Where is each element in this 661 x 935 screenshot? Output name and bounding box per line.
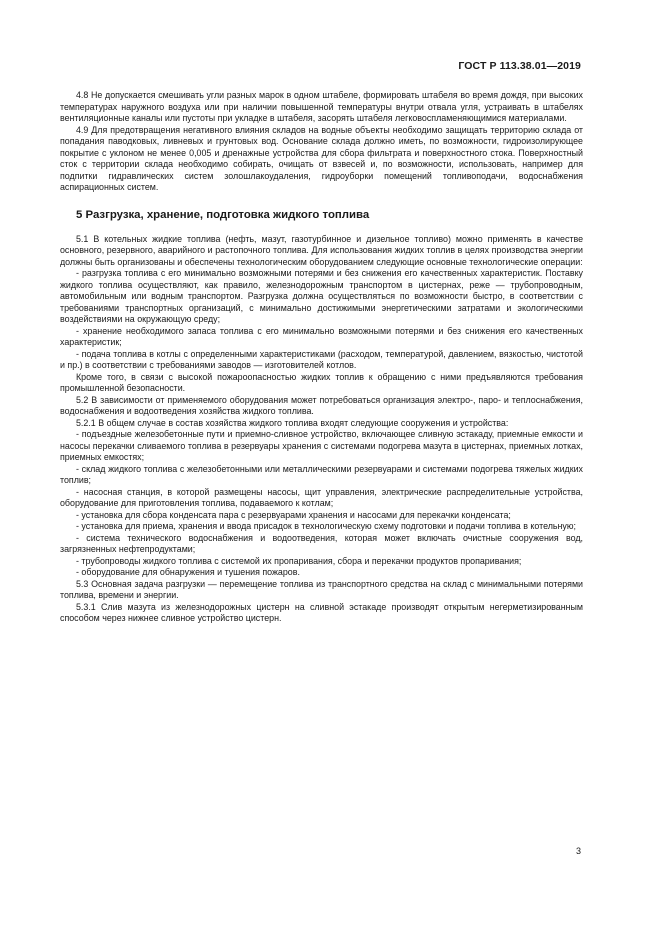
list-item-water-system: - система технического водоснабжения и водоотведения, которая может включать очистные сооружения вод, загрязненных нефтепродуктами; [60, 532, 583, 554]
list-item-storage: - хранение необходимого запаса топлива с его минимально возможными потерями и без снижения его качественных характеристик; [60, 325, 583, 347]
document-number: ГОСТ Р 113.38.01—2019 [458, 60, 581, 72]
paragraph-5-2-1: 5.2.1 В общем случае в состав хозяйства жидкого топлива входят следующие сооружения и устройства: [76, 417, 509, 428]
paragraph-5-3-1: 5.3.1 Слив мазута из железнодорожных цистерн на сливной эстакаде производят открытым негерметизированным способом через нижнее сливное устройство цистерн. [60, 601, 583, 623]
list-item-condensate: - установка для сбора конденсата пара с резервуарами хранения и насосами для перекачки конденсата; [76, 509, 511, 520]
paragraph-5-3: 5.3 Основная задача разгрузки — перемещение топлива из транспортного средства на склад с минимальными потерями топлива, времени и энергии. [60, 578, 583, 600]
section-heading: 5 Разгрузка, хранение, подготовка жидкого топлива [76, 208, 370, 221]
paragraph-4-8: 4.8 Не допускается смешивать угли разных марок в одном штабеле, формировать штабеля во время дождя, при высоких температурах наружного воздуха или при наличии повышенной температуры внутри отвала угля, устраивать в штабелях вентиляционные каналы или пустоты при укладке в штабеля, засорять штабеля легковоспламеняющимися материалами. [60, 90, 583, 123]
list-item-pump-station: - насосная станция, в которой размещены насосы, щит управления, электрические распределительные устройства, оборудование для приготовления топлива, подаваемого к котлам; [60, 486, 583, 508]
paragraph-5-2: 5.2 В зависимости от применяемого оборудования может потребоваться организация электро-, паро- и теплоснабжения, водоснабжения и водоотведения хозяйства жидкого топлива. [60, 394, 583, 416]
list-item-additives: - установка для приема, хранения и ввода присадок в технологическую схему подготовки и подачи топлива в котельную; [76, 521, 576, 531]
page-number: 3 [575, 846, 581, 856]
list-item-unloading: - разгрузка топлива с его минимально возможными потерями и без снижения его качественных характеристик. Поставку жидкого топлива осуществляют, как правило, железнодорожным транспортом в цистернах, реже — трубопроводным, автомобильным или водным транспортом. Разгрузка должна осуществляться по возможности быстро, в соответствии с требованиями транспортных организаций, с минимально достижимыми энергетическими затратами и экологическими воздействиями на окружающую среду; [60, 268, 583, 324]
list-item-fire-equipment: - оборудование для обнаружения и тушения пожаров. [76, 567, 300, 577]
paragraph-4-9: 4.9 Для предотвращения негативного влияния складов на водные объекты необходимо защищать территорию склада от попадания паводковых, ливневых и грунтовых вод. Основание склада должно иметь, по возможности, гидроизолирующее покрытие с уклоном не менее 0,005 и дренажные устройства для сбора фильтрата и поверхностного стока. Поверхностный сток с территории склада необходимо собирать, очищать от взвесей и, по возможности, использовать, например для подпитки гидравлических систем золошлакоудаления, гидроуборки помещений топливоподачи, водоснабжения аспирационных систем. [60, 124, 583, 192]
paragraph-5-1: 5.1 В котельных жидкие топлива (нефть, мазут, газотурбинное и дизельное топливо) можно применять в качестве основного, резервного, аварийного и растопочного топлива. Для использования жидких топлив в целях производства энергии должны быть организованы и обеспечены технологическим оборудованием следующие основные технологические операции: [60, 233, 583, 267]
list-item-supply: - подача топлива в котлы с определенными характеристиками (расходом, температурой, давлением, вязкостью, чистотой и пр.) в соответствии с требованиями заводов — изготовителей котлов. [60, 348, 583, 370]
list-item-pipelines: - трубопроводы жидкого топлива с системой их пропаривания, сбора и перекачки продуктов пропаривания; [76, 555, 522, 566]
page-body [60, 90, 583, 625]
paragraph-safety: Кроме того, в связи с высокой пожароопасностью жидких топлив к обращению с ними предъявляются требования промышленной безопасности. [60, 371, 583, 393]
list-item-fuel-depot: - склад жидкого топлива с железобетонными или металлическими резервуарами и системами подогрева тяжелых жидких топлив; [60, 463, 583, 485]
list-item-rail-tracks: - подъездные железобетонные пути и приемно-сливное устройство, включающее сливную эстакаду, приемные емкости и насосы перекачки сливаемого топлива в резервуары хранения с системами подогрева мазута в цистернах, приемных лотках, приемных емкостях; [60, 429, 583, 462]
